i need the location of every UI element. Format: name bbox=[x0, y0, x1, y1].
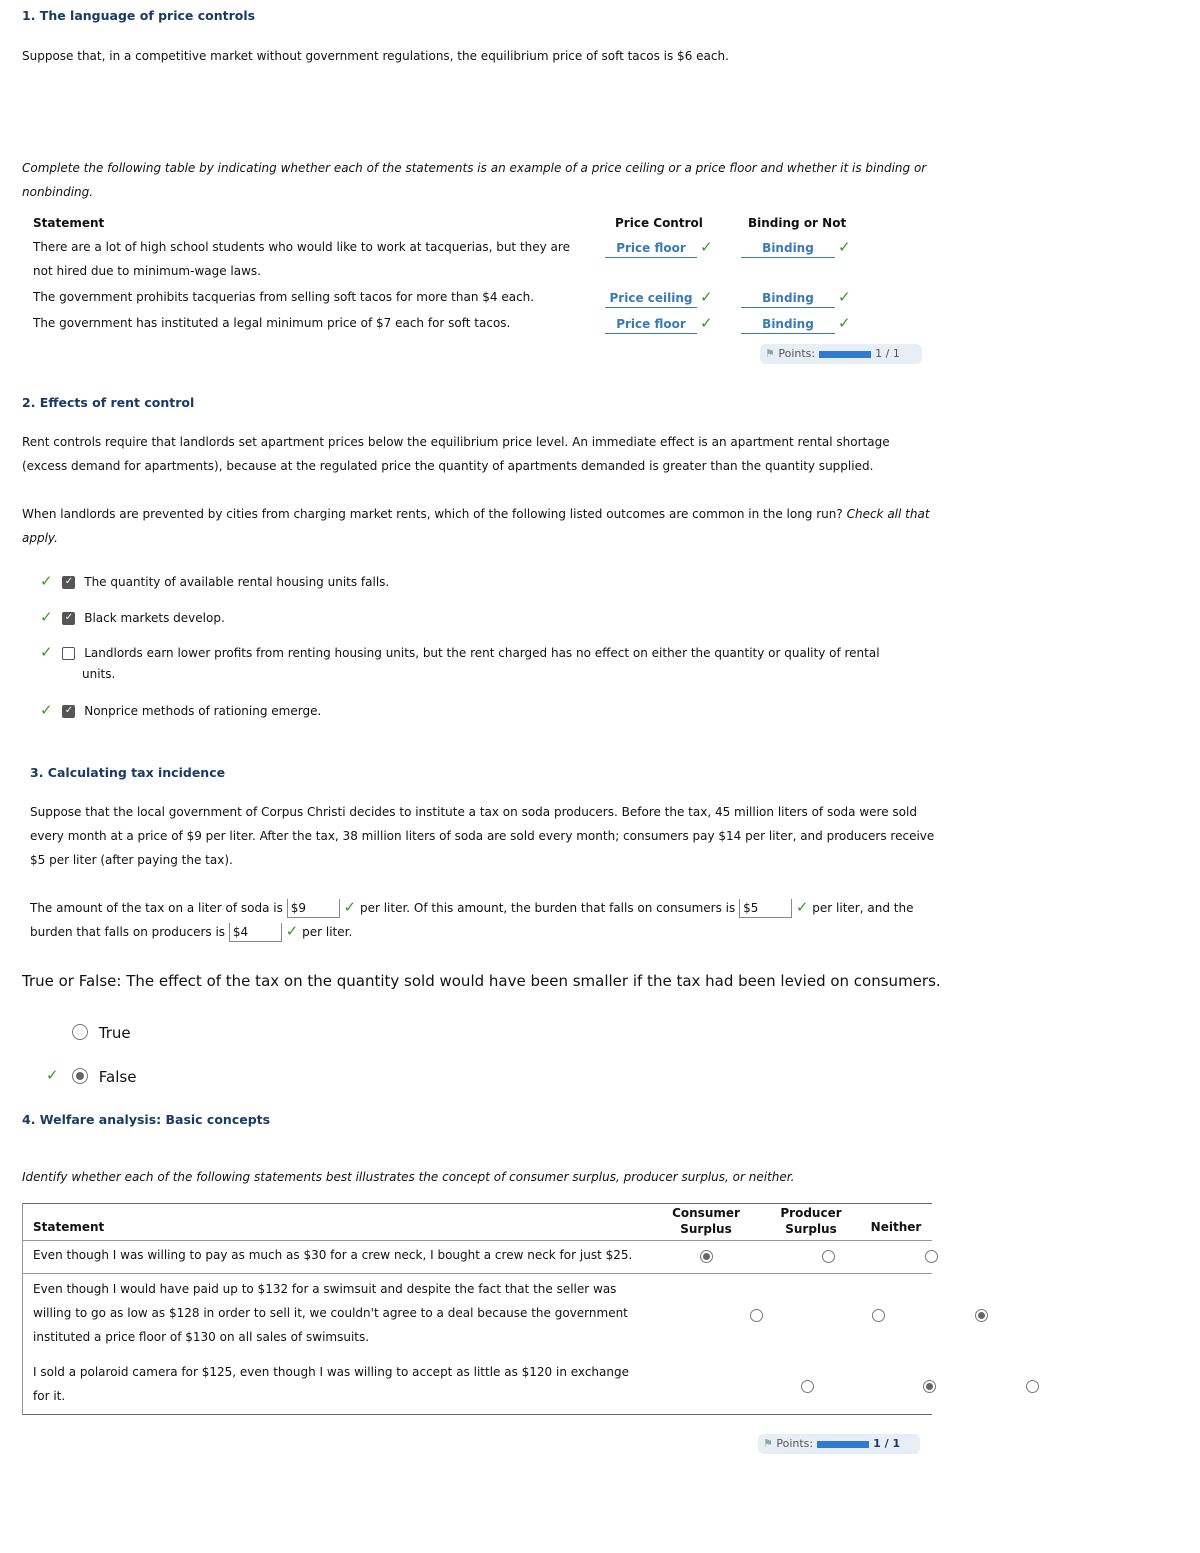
q1-row3-statement: The government has instituted a legal minimum price of $7 each for soft tacos. bbox=[33, 316, 511, 330]
q4-table-left-rule bbox=[22, 1203, 23, 1415]
points-label: Points: bbox=[776, 1437, 814, 1450]
q3-fill-line1 bbox=[30, 898, 913, 918]
q2-option-1-checkbox[interactable]: ✓ bbox=[62, 576, 75, 589]
q1-row2-binding-dropdown[interactable]: Binding bbox=[741, 290, 835, 308]
q2-option-2-checkbox[interactable]: ✓ bbox=[62, 612, 75, 625]
q2-option-1[interactable] bbox=[40, 572, 389, 590]
q4-col-producer bbox=[765, 1205, 857, 1237]
q2-heading: 2. Effects of rent control bbox=[22, 395, 195, 410]
q2-option-4-checkbox[interactable]: ✓ bbox=[62, 705, 75, 718]
check-mark-icon: ✓ bbox=[795, 898, 809, 916]
q1-row3-control-dropdown[interactable]: Price floor bbox=[605, 316, 697, 334]
q4-header-rule bbox=[22, 1240, 932, 1241]
flag-icon: ⚑ bbox=[763, 1437, 773, 1450]
q3-fill-text-e: per liter. bbox=[302, 925, 353, 939]
points-label: Points: bbox=[778, 347, 816, 360]
q4-table-top-rule bbox=[22, 1203, 932, 1204]
q4-row3-consumer-radio[interactable] bbox=[801, 1380, 814, 1393]
q4-row3-producer-radio[interactable] bbox=[923, 1380, 936, 1393]
q4-points-badge bbox=[758, 1434, 920, 1454]
q2-option-3-checkbox[interactable] bbox=[62, 647, 75, 660]
q4-row2-statement-cont: willing to go as low as $128 in order to sell it, we couldn't agree to a deal because the government bbox=[33, 1306, 628, 1320]
points-bar bbox=[819, 351, 871, 358]
q1-row1-statement: There are a lot of high school students who would like to work at tacquerias, but they are bbox=[33, 240, 570, 254]
q4-instruction: Identify whether each of the following statements best illustrates the concept of consumer surplus, producer surplus, or neither. bbox=[22, 1170, 795, 1184]
q2-option-3-label: Landlords earn lower profits from renting housing units, but the rent charged has no effect on either the quantity or quality of rental bbox=[84, 646, 880, 660]
check-mark-icon: ✓ bbox=[838, 314, 851, 332]
q2-para1-line1: Rent controls require that landlords set apartment prices below the equilibrium price level. An immediate effect is an apartment rental shortage bbox=[22, 435, 890, 449]
q3-para-line3: $5 per liter (after paying the tax). bbox=[30, 853, 233, 867]
q2-option-2-label: Black markets develop. bbox=[84, 611, 225, 625]
q3-heading: 3. Calculating tax incidence bbox=[30, 765, 226, 780]
q4-row2-consumer-radio[interactable] bbox=[750, 1309, 763, 1322]
q4-row2-producer-radio[interactable] bbox=[872, 1309, 885, 1322]
check-mark-icon: ✓ bbox=[700, 288, 713, 306]
q3-fill-text-a: The amount of the tax on a liter of soda is bbox=[30, 901, 283, 915]
q3-para-line2: every month at a price of $9 per liter. After the tax, 38 million liters of soda are sold every month; consumers pay $14 per liter, and producers receive bbox=[30, 829, 935, 843]
q2-option-4[interactable] bbox=[40, 701, 321, 719]
q4-col-consumer-l1: Consumer bbox=[672, 1206, 740, 1220]
check-mark-icon: ✓ bbox=[46, 1066, 59, 1084]
check-mark-icon: ✓ bbox=[700, 314, 713, 332]
check-mark-icon: ✓ bbox=[40, 572, 53, 590]
check-mark-icon: ✓ bbox=[700, 238, 713, 256]
q2-question-text: When landlords are prevented by cities from charging market rents, which of the following listed outcomes are common in the long run? bbox=[22, 507, 843, 521]
q3-fill-text-b: per liter. Of this amount, the burden that falls on consumers is bbox=[359, 901, 736, 915]
q1-points-badge bbox=[760, 344, 922, 364]
check-mark-icon: ✓ bbox=[40, 643, 53, 661]
points-bar bbox=[817, 1441, 869, 1448]
check-mark-icon: ✓ bbox=[838, 238, 851, 256]
q2-question-hint: Check all that bbox=[846, 507, 930, 521]
q3-true-false-question: True or False: The effect of the tax on the quantity sold would have been smaller if the tax had been levied on consumers. bbox=[22, 972, 941, 990]
q3-option-true[interactable] bbox=[72, 1024, 131, 1042]
check-mark-icon: ✓ bbox=[40, 608, 53, 626]
q3-consumer-burden-input[interactable]: $5 bbox=[739, 899, 792, 918]
q4-row2-statement: Even though I would have paid up to $132 for a swimsuit and despite the fact that the seller was bbox=[33, 1282, 617, 1296]
q3-tax-input[interactable]: $9 bbox=[287, 899, 340, 918]
q3-fill-text-c: per liter, and the bbox=[812, 901, 914, 915]
q2-question bbox=[22, 507, 930, 521]
q4-row1-producer-radio[interactable] bbox=[822, 1250, 835, 1263]
q4-row1-consumer-radio[interactable] bbox=[700, 1250, 713, 1263]
q4-row3-neither-radio[interactable] bbox=[1026, 1380, 1039, 1393]
q1-row1-binding-dropdown[interactable]: Binding bbox=[741, 240, 835, 258]
q1-row2-control-dropdown[interactable]: Price ceiling bbox=[605, 290, 697, 308]
q3-option-false[interactable] bbox=[72, 1068, 136, 1086]
q2-option-1-label: The quantity of available rental housing units falls. bbox=[84, 575, 390, 589]
q4-col-producer-l2: Surplus bbox=[785, 1222, 837, 1236]
points-value: 1 / 1 bbox=[875, 347, 900, 360]
q2-option-3[interactable] bbox=[40, 643, 880, 661]
q1-heading: 1. The language of price controls bbox=[22, 8, 256, 23]
q3-false-label: False bbox=[98, 1068, 137, 1086]
q2-option-2[interactable] bbox=[40, 608, 225, 626]
q3-false-radio[interactable] bbox=[72, 1068, 88, 1084]
q2-option-3-label-cont: units. bbox=[82, 667, 116, 681]
q4-row-rule bbox=[22, 1273, 932, 1274]
q4-table-bottom-rule bbox=[22, 1414, 932, 1415]
q3-fill-line2 bbox=[30, 922, 352, 942]
q4-row1-statement: Even though I was willing to pay as much as $30 for a crew neck, I bought a crew neck for just $25. bbox=[33, 1248, 633, 1262]
q2-option-4-label: Nonprice methods of rationing emerge. bbox=[84, 704, 322, 718]
q4-col-consumer-l2: Surplus bbox=[680, 1222, 732, 1236]
q1-row3-binding-dropdown[interactable]: Binding bbox=[741, 316, 835, 334]
q3-fill-text-d: burden that falls on producers is bbox=[30, 925, 226, 939]
q2-question-hint-cont: apply. bbox=[22, 531, 58, 545]
q4-row3-statement-cont: for it. bbox=[33, 1389, 66, 1403]
check-mark-icon: ✓ bbox=[40, 701, 53, 719]
check-mark-icon: ✓ bbox=[343, 898, 357, 916]
q2-para1-line2: (excess demand for apartments), because at the regulated price the quantity of apartments demanded is greater than the quantity supplied. bbox=[22, 459, 874, 473]
q4-col-producer-l1: Producer bbox=[780, 1206, 842, 1220]
q3-producer-burden-input[interactable]: $4 bbox=[229, 923, 282, 942]
flag-icon: ⚑ bbox=[765, 347, 775, 360]
q1-row1-statement-cont: not hired due to minimum-wage laws. bbox=[33, 264, 261, 278]
q1-col-price-control: Price Control bbox=[615, 216, 703, 230]
q1-col-statement: Statement bbox=[33, 216, 105, 230]
q1-row2-statement: The government prohibits tacquerias from selling soft tacos for more than $4 each. bbox=[33, 290, 535, 304]
check-mark-icon: ✓ bbox=[285, 922, 299, 940]
q4-col-statement: Statement bbox=[33, 1220, 105, 1234]
q1-intro: Suppose that, in a competitive market without government regulations, the equilibrium price of soft tacos is $6 each. bbox=[22, 49, 729, 63]
q4-row2-neither-radio[interactable] bbox=[975, 1309, 988, 1322]
check-mark-icon: ✓ bbox=[838, 288, 851, 306]
q4-row2-statement-cont2: instituted a price floor of $130 on all sales of swimsuits. bbox=[33, 1330, 370, 1344]
q4-heading: 4. Welfare analysis: Basic concepts bbox=[22, 1112, 271, 1127]
q1-instruction: Complete the following table by indicating whether each of the statements is an example of a price ceiling or a price floor and whether it is binding or nonbinding. bbox=[22, 161, 927, 199]
q4-col-neither: Neither bbox=[870, 1220, 922, 1234]
q4-col-consumer bbox=[660, 1205, 752, 1237]
points-value: 1 / 1 bbox=[873, 1437, 901, 1450]
q1-col-binding: Binding or Not bbox=[748, 216, 847, 230]
q3-true-radio[interactable] bbox=[72, 1024, 88, 1040]
q4-row1-neither-radio[interactable] bbox=[925, 1250, 938, 1263]
q3-true-label: True bbox=[98, 1024, 131, 1042]
q1-row1-control-dropdown[interactable]: Price floor bbox=[605, 240, 697, 258]
q3-para-line1: Suppose that the local government of Corpus Christi decides to institute a tax on soda producers. Before the tax, 45 million liters of soda were sold bbox=[30, 805, 917, 819]
q4-row3-statement: I sold a polaroid camera for $125, even though I was willing to accept as little as $120 in exchange bbox=[33, 1365, 629, 1379]
